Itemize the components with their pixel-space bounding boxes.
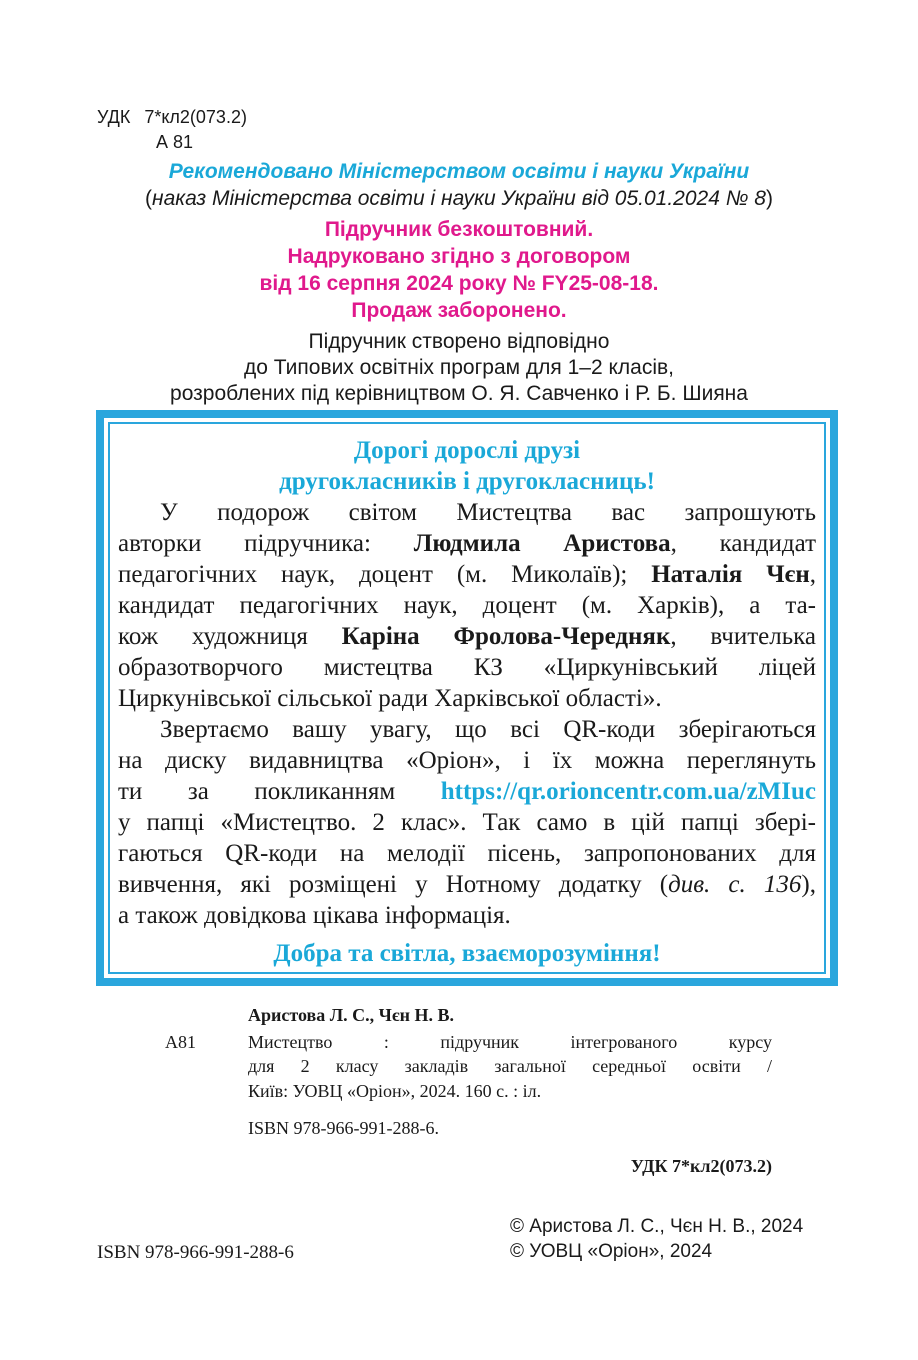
footer-isbn: ISBN 978-966-991-288-6 [97,1242,294,1263]
p1-l5-c: , вчителька [670,623,816,650]
free-notice-line-4: Продаж заборонено. [351,299,567,322]
p2-l6-a: вивчення, які розміщені у Нотному додатку ( [118,871,669,898]
order-text: наказ Міністерства освіти і науки України від 05.01.2024 № 8 [152,187,766,210]
p2-line-2: на диску видавництва «Оріон», і їх можна переглянуть [118,747,816,774]
p2-line-1 [118,714,816,745]
p1-line-7: Циркунівської сільської ради Харківської області». [118,685,662,712]
free-notice-line-2: Надруковано згідно з договором [287,245,631,268]
p1-line-3 [118,559,816,590]
p1-line-2 [118,528,816,559]
copyright-line-2: © УОВЦ «Оріон», 2024 [510,1241,713,1262]
p1-l3-c: , [809,561,816,588]
program-line-2: до Типових освітніх програм для 1–2 класів, [243,356,674,379]
free-notice-line-1: Підручник безкоштовний. [324,218,594,241]
p1-line-5 [118,621,816,652]
p1-l2-a: авторки підручника: [118,530,414,557]
catalog-desc-line-3: Київ: УОВЦ «Оріон», 2024. 160 с. : іл. [248,1081,542,1101]
index-code: А 81 [156,132,194,152]
free-notice-line-3: від 16 серпня 2024 року № FY25-08-18. [259,272,659,295]
p1-l2-c: , кандидат [670,530,817,557]
p1-l3-a: педагогічних наук, доцент (м. Миколаїв); [118,561,652,588]
copyright-line-1: © Аристова Л. С., Чєн Н. В., 2024 [510,1216,804,1237]
box-title-line-1: Дорогі дорослі друзі [353,437,581,464]
p2-line-6 [118,869,816,900]
p1-l1-text: У подорож світом Мистецтва вас запрошують [160,499,816,526]
catalog-index: А81 [165,1032,196,1052]
box-closing: Добра та світла, взаєморозуміння! [273,940,661,967]
p2-l1-text: Звертаємо вашу увагу, що всі QR-коди зберігаються [160,716,816,743]
program-line-3: розроблених під керівництвом О. Я. Савченко і Р. Б. Шияна [170,382,748,405]
order-open: ( [145,187,153,210]
order-line [0,186,918,212]
p2-l3-a: ти за покликанням [118,778,441,805]
p1-line-1 [118,497,816,528]
p2-line-5: гаються QR-коди на мелодії пісень, запропонованих для [118,840,816,867]
udk-code: 7*кл2(073.2) [144,107,247,127]
catalog-udk: УДК 7*кл2(073.2) [630,1156,772,1176]
artist-name: Каріна Фролова-Чередняк [341,623,671,650]
p1-l5-a: кож художниця [118,623,342,650]
catalog-authors: Аристова Л. С., Чєн Н. В. [248,1005,455,1025]
program-line-1: Підручник створено відповідно [308,330,610,353]
p1-line-4: кандидат педагогічних наук, доцент (м. Харків), а та- [118,592,816,619]
udk-top [97,106,247,128]
udk-label: УДК [97,107,131,127]
p1-line-6: образотворчого мистецтва КЗ «Циркунівський ліцей [118,654,816,681]
p2-l6-c: ), [801,871,816,898]
catalog-isbn: ISBN 978-966-991-288-6. [248,1118,439,1138]
author-name-2: Наталія Чєн [651,561,810,588]
box-title-line-2: другокласників і другокласниць! [279,468,655,495]
p2-line-3 [118,776,816,807]
catalog-desc-line-1: Мистецтво : підручник інтегрованого курсу [248,1032,772,1052]
recommended-line: Рекомендовано Міністерством освіти і науки України [168,160,750,183]
qr-link[interactable]: https://qr.orioncentr.com.ua/zMIuc [440,778,816,805]
p2-line-4: у папці «Мистецтво. 2 клас». Так само в цій папці збері- [118,809,816,836]
author-name-1: Людмила Аристова [413,530,671,557]
order-close: ) [765,187,773,210]
p2-line-7: а також довідкова цікава інформація. [118,902,511,929]
catalog-desc-line-2: для 2 класу закладів загальної середньої освіти / [248,1056,772,1076]
page-ref: див. с. 136 [668,871,802,898]
